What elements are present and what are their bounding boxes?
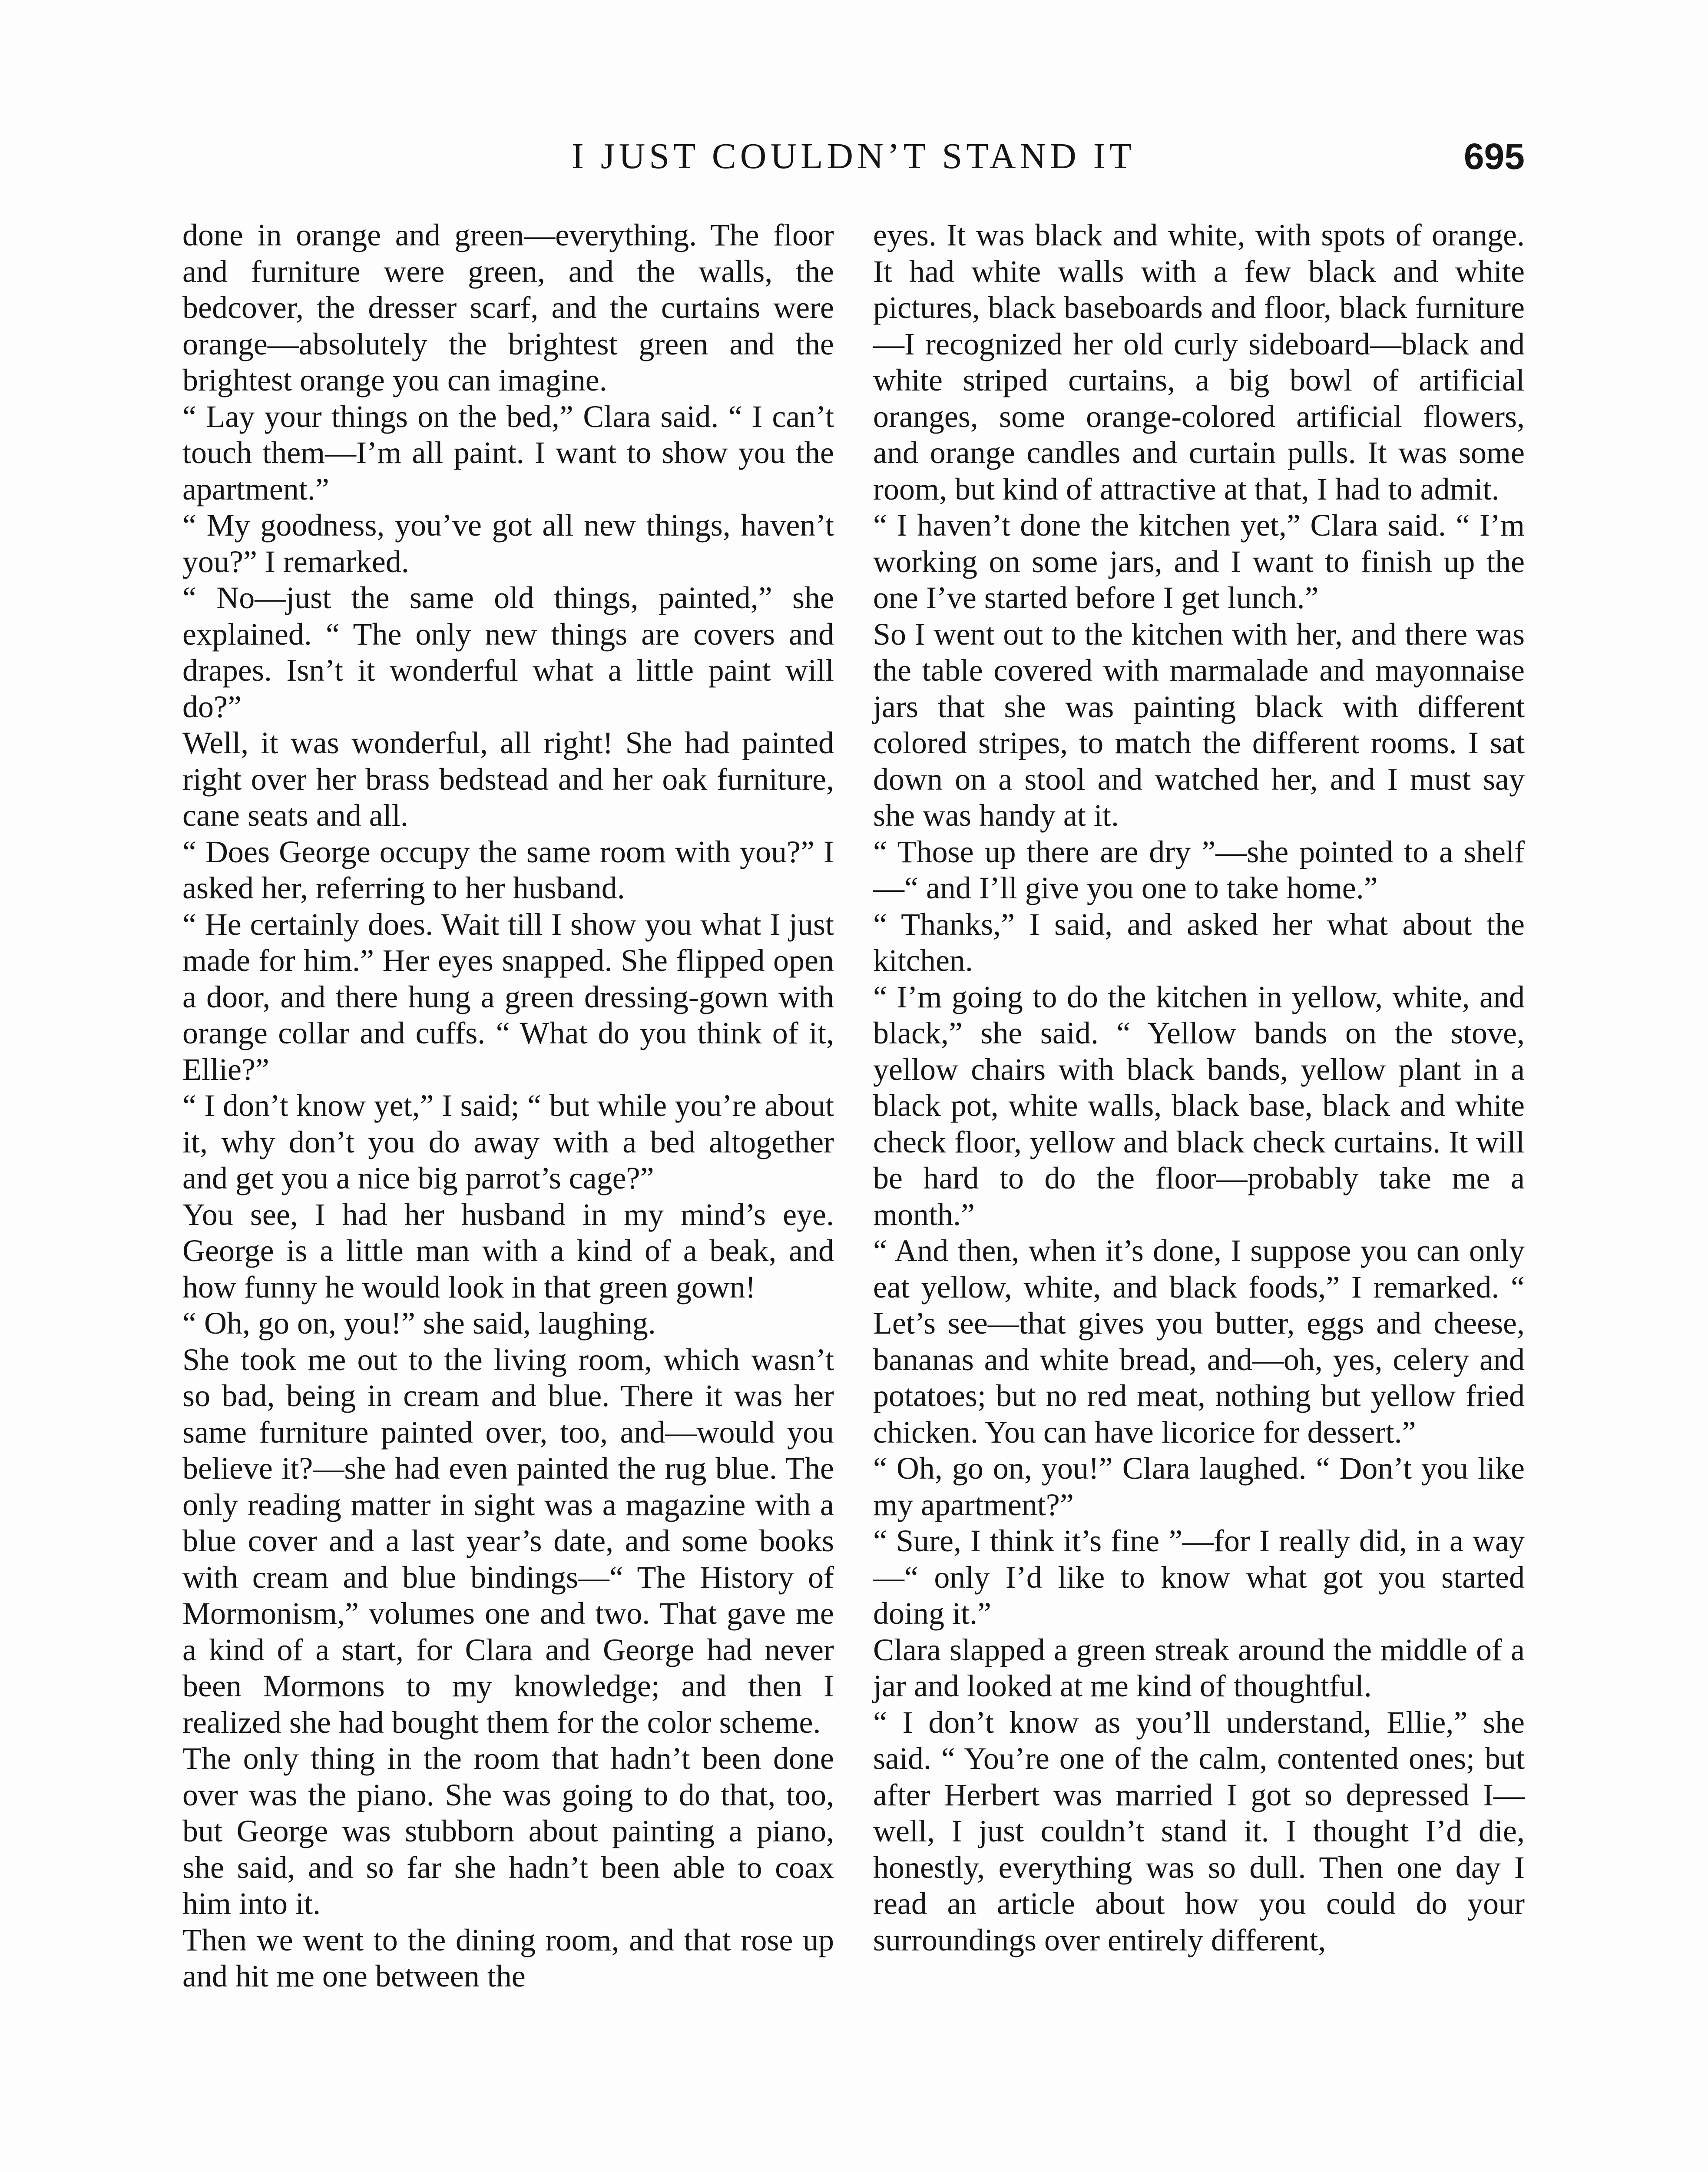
paragraph: “ I don’t know as you’ll understand, Ellie,” she said. “ You’re one of the calm, contented ones; but after Herbert was married I got so depressed I—well, I just couldn’t stand it. I thought I’d die, honestly, everything was so dull. Then one day I read an article about how you could do your surroundings over entirely different,	[873, 1705, 1525, 1957]
right-column	[873, 217, 1525, 1958]
paragraph: “ I haven’t done the kitchen yet,” Clara said. “ I’m working on some jars, and I want to finish up the one I’ve started before I get lunch.”	[873, 508, 1525, 615]
paragraph: “ I don’t know yet,” I said; “ but while you’re about it, why don’t you do away with a bed altogether and get you a nice big parrot’s cage?”	[182, 1088, 834, 1195]
paragraph: “ And then, when it’s done, I suppose you can only eat yellow, white, and black foods,” I remarked. “ Let’s see—that gives you butter, eggs and cheese, bananas and white bread, and—oh, yes, celery and potatoes; but no red meat, nothing but yellow fried chicken. You can have licorice for dessert.”	[873, 1233, 1525, 1450]
paragraph: “ I’m going to do the kitchen in yellow, white, and black,” she said. “ Yellow bands on the stove, yellow chairs with black bands, yellow plant in a black pot, white walls, black base, black and white check floor, yellow and black check curtains. It will be hard to do the floor—probably take me a month.”	[873, 979, 1525, 1232]
paragraph: “ He certainly does. Wait till I show you what I just made for him.” Her eyes snapped. She flipped open a door, and there hung a green dressing-gown with orange collar and cuffs. “ What do you think of it, Ellie?”	[182, 907, 834, 1087]
paragraph: “ Those up there are dry ”—she pointed to a shelf—“ and I’ll give you one to take home.”	[873, 834, 1525, 905]
paragraph: The only thing in the room that hadn’t been done over was the piano. She was going to do that, too, but George was stubborn about painting a piano, she said, and so far she hadn’t been able to coax him into it.	[182, 1741, 834, 1921]
page-number: 695	[1463, 136, 1525, 177]
paragraph: eyes. It was black and white, with spots of orange. It had white walls with a few black and white pictures, black baseboards and floor, black furniture—I recognized her old curly sideboard—black and white striped curtains, a big bowl of artificial oranges, some orange-colored artificial flowers, and orange candles and curtain pulls. It was some room, but kind of attractive at that, I had to admit.	[873, 218, 1525, 507]
paragraph: So I went out to the kitchen with her, and there was the table covered with marmalade and mayonnaise jars that she was painting black with different colored stripes, to match the different rooms. I sat down on a stool and watched her, and I must say she was handy at it.	[873, 616, 1525, 833]
paragraph: “ No—just the same old things, painted,” she explained. “ The only new things are covers and drapes. Isn’t it wonderful what a little paint will do?”	[182, 580, 834, 724]
paragraph: done in orange and green—everything. The floor and furniture were green, and the walls, the bedcover, the dresser scarf, and the curtains were orange—absolutely the brightest green and the brightest orange you can imagine.	[182, 218, 834, 397]
paragraph: “ Sure, I think it’s fine ”—for I really did, in a way—“ only I’d like to know what got you started doing it.”	[873, 1523, 1525, 1631]
paragraph: You see, I had her husband in my mind’s eye. George is a little man with a kind of a beak, and how funny he would look in that green gown!	[182, 1197, 834, 1305]
paragraph: Then we went to the dining room, and that rose up and hit me one between the	[182, 1922, 834, 1993]
running-title: I JUST COULDN’T STAND IT	[571, 136, 1136, 176]
paragraph: Clara slapped a green streak around the middle of a jar and looked at me kind of thoughtful.	[873, 1632, 1525, 1703]
paragraph: “ Does George occupy the same room with you?” I asked her, referring to her husband.	[182, 834, 834, 905]
paragraph: “ Oh, go on, you!” she said, laughing.	[182, 1306, 656, 1341]
left-column	[182, 217, 834, 1995]
paragraph: “ Thanks,” I said, and asked her what about the kitchen.	[873, 907, 1525, 978]
paragraph: “ Oh, go on, you!” Clara laughed. “ Don’t you like my apartment?”	[873, 1451, 1525, 1522]
page-header	[182, 130, 1525, 195]
paragraph: “ Lay your things on the bed,” Clara said. “ I can’t touch them—I’m all paint. I want to show you the apartment.”	[182, 399, 834, 507]
paragraph: Well, it was wonderful, all right! She had painted right over her brass bedstead and her oak furniture, cane seats and all.	[182, 725, 834, 833]
paragraph: She took me out to the living room, which wasn’t so bad, being in cream and blue. There it was her same furniture painted over, too, and—would you believe it?—she had even painted the rug blue. The only reading matter in sight was a magazine with a blue cover and a last year’s date, and some books with cream and blue bindings—“ The History of Mormonism,” volumes one and two. That gave me a kind of a start, for Clara and George had never been Mormons to my knowledge; and then I realized she had bought them for the color scheme.	[182, 1342, 834, 1740]
paragraph: “ My goodness, you’ve got all new things, haven’t you?” I remarked.	[182, 508, 834, 579]
